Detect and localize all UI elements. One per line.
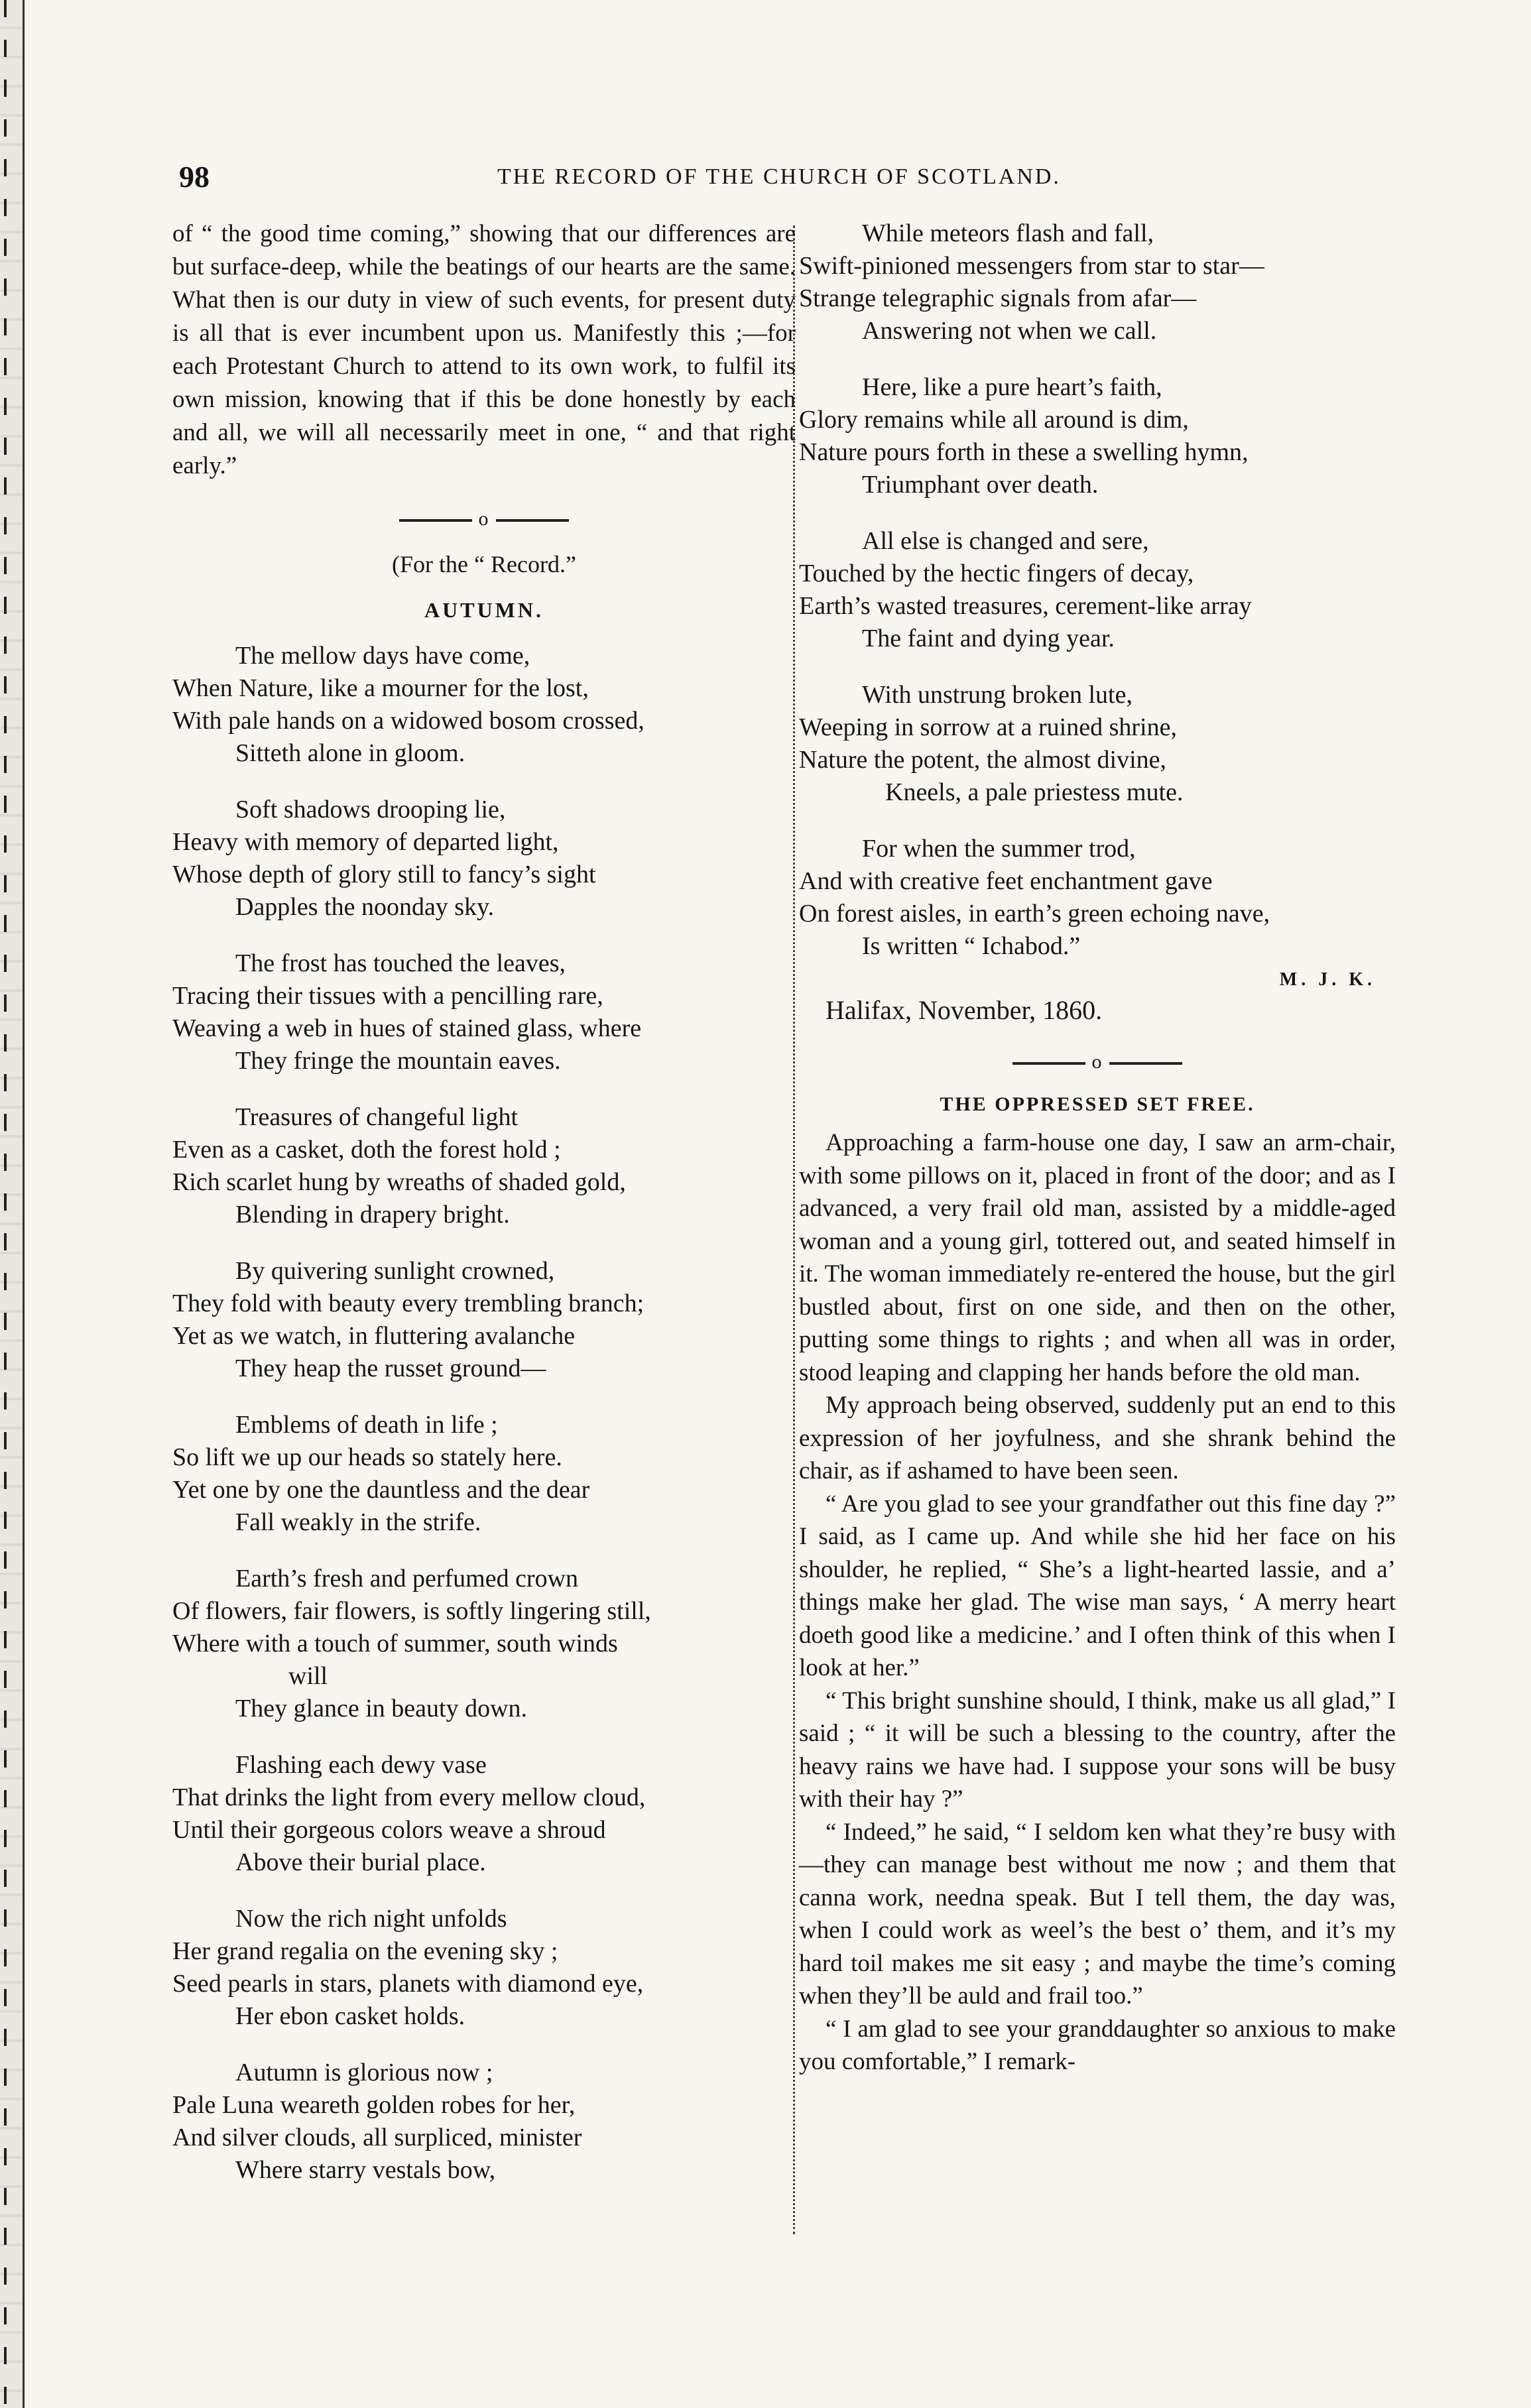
poem-line: Soft shadows drooping lie, [235,796,506,823]
poem-line: Even as a casket, doth the forest hold ; [172,1136,561,1164]
poem-stanza [172,1903,796,2033]
poem-line: Nature the potent, the almost divine, [799,746,1167,774]
article-paragraph: Approaching a farm-house one day, I saw an arm-chair, with some pillows on it, placed in front of the door; and as I advanced, a very frail old man, assisted by a middle-aged woman and a young girl, tottered out, and seated himself in it. The woman immediately re-entered the house, but the girl bustled about, first on one side, and then on the other, putting some things to rights ; and when all was in order, stood leaping and clapping her hands before the old man. [799,1129,1396,1386]
page-number: 98 [179,160,210,194]
poem-line: Sitteth alone in gloom. [235,739,465,767]
article-paragraph: “ This bright sunshine should, I think, make us all glad,” I said ; “ it will be such a blessing to the country, after the heavy rains we have had. I suppose your sons will be busy with their hay ?” [799,1687,1396,1813]
poem-line: Dapples the noonday sky. [235,893,495,921]
poem-line: Where with a touch of summer, south winds [172,1630,618,1657]
poem-line: Heavy with memory of departed light, [172,828,559,856]
poem-line: Blending in drapery bright. [235,1201,510,1229]
poem-line: Answering not when we call. [862,317,1157,345]
article-paragraph: “ I am glad to see your granddaughter so anxious to make you comfortable,” I remark- [799,2015,1396,2075]
poem-line: Her grand regalia on the evening sky ; [172,1937,558,1965]
poem-line: When Nature, like a mourner for the lost, [172,674,589,702]
page-header [166,159,1373,199]
divider-rule-left [399,519,472,522]
left-column [172,217,796,2210]
poem-line: Triumphant over death. [862,471,1099,499]
intro-paragraph-block [172,217,796,483]
poem-stanza [799,833,1396,963]
poem-line: Emblems of death in life ; [235,1411,498,1439]
poem-line: Weaving a web in hues of stained glass, where [172,1014,642,1042]
poem-line: Touched by the hectic fingers of decay, [799,560,1194,587]
poem-line: Seed pearls in stars, planets with diamond eye, [172,1970,644,1998]
poem-line: They fold with beauty every trembling branch; [172,1290,644,1317]
poem-line: The faint and dying year. [862,625,1115,652]
poem-line: Flashing each dewy vase [235,1751,487,1779]
poem-title: AUTUMN. [424,598,544,622]
poem-line: Here, like a pure heart’s faith, [862,373,1162,401]
poem-line: So lift we up our heads so stately here. [172,1443,562,1471]
poem-stanza [799,525,1396,655]
poem-line: Nature pours forth in these a swelling hymn, [799,438,1249,466]
poem-line: For when the summer trod, [862,835,1136,863]
poem-line: Where starry vestals bow, [235,2156,496,2184]
poem-line: Until their gorgeous colors weave a shroud [172,1816,606,1844]
poem-stanza [799,371,1396,501]
binding-stitch [4,0,7,2408]
poem-stanza [799,679,1396,809]
poem-stanza [172,794,796,924]
poem-line: Is written “ Ichabod.” [862,932,1081,960]
poem-line: By quivering sunlight crowned, [235,1257,555,1285]
poem-stanza [172,947,796,1077]
section-divider [172,508,796,530]
article-paragraph: My approach being observed, suddenly put an end to this expression of her joyfulness, and she shrank behind the chair, as if ashamed to have been seen. [799,1392,1396,1484]
divider-mark: o [1091,1051,1103,1073]
poem-line: Whose depth of glory still to fancy’s sight [172,861,596,888]
poem-line: Her ebon casket holds. [235,2002,465,2030]
poem-stanza [799,217,1396,347]
divider-rule-left [1012,1062,1085,1065]
poem-stanza [172,1749,796,1879]
poem-line: Yet one by one the dauntless and the dear [172,1476,590,1504]
right-column [799,217,1396,2078]
poem-line: Glory remains while all around is dim, [799,406,1189,434]
running-head: THE RECORD OF THE CHURCH OF SCOTLAND. [497,164,1061,189]
poem-line: And with creative feet enchantment gave [799,867,1213,895]
poem-dateline: Halifax, November, 1860. [826,995,1103,1025]
poem-credit: (For the “ Record.” [392,551,576,577]
poem-stanza [172,1255,796,1385]
poem-line: They heap the russet ground— [235,1354,546,1382]
poem-line: They glance in beauty down. [235,1695,528,1722]
poem-line: Above their burial place. [235,1848,486,1876]
poem-line: With unstrung broken lute, [862,681,1133,709]
poem-line: Tracing their tissues with a pencilling rare, [172,982,603,1010]
poem-line: With pale hands on a widowed bosom crossed, [172,707,644,735]
article-paragraph: “ Are you glad to see your grandfather out this fine day ?” I said, as I came up. And while she hid her face on his shoulder, he replied, “ She’s a light-hearted lassie, and a’ things make her glad. The wise man says, ‘ A merry heart doeth good like a medicine.’ and I often think of this when I look at her.” [799,1490,1396,1681]
poem-line: Earth’s fresh and perfumed crown [235,1565,579,1593]
poem-line: That drinks the light from every mellow cloud, [172,1783,646,1811]
poem-stanza [172,640,796,770]
poem-stanza [172,1409,796,1539]
divider-rule-right [1109,1062,1182,1065]
poem-line: On forest aisles, in earth’s green echoing nave, [799,900,1270,928]
poem-line: All else is changed and sere, [862,527,1149,555]
poem-line-continuation: will [288,1662,328,1690]
section-divider [799,1051,1396,1073]
article-title: THE OPPRESSED SET FREE. [940,1093,1255,1115]
poem-line: And silver clouds, all surpliced, minister [172,2124,582,2151]
poem-stanza [172,2057,796,2187]
poem-line: Strange telegraphic signals from afar— [799,284,1197,312]
poem-line: Earth’s wasted treasures, cerement-like array [799,592,1252,620]
poem-line: Of flowers, fair flowers, is softly lingering still, [172,1597,651,1625]
poem-line: The frost has touched the leaves, [235,949,566,977]
poem-line: Kneels, a pale priestess mute. [885,778,1184,806]
divider-rule-right [496,519,569,522]
divider-mark: o [478,508,490,530]
poem-line: Fall weakly in the strife. [235,1508,481,1536]
poem-stanza [172,1101,796,1231]
poem-line: They fringe the mountain eaves. [235,1047,561,1075]
poem-signature: M. J. K. [1279,969,1376,990]
poem-line: Pale Luna weareth golden robes for her, [172,2091,576,2119]
poem-line: Treasures of changeful light [235,1103,518,1131]
poem-line: Autumn is glorious now ; [235,2059,493,2086]
article-paragraph: “ Indeed,” he said, “ I seldom ken what they’re busy with—they can manage best without me now ; and them that canna work, needna speak. But I tell them, the day was, when I could work as weel’s the best o’ them, and it’s my hard toil makes me sit easy ; and maybe the time’s coming when they’ll be auld and frail too.” [799,1818,1396,2010]
poem-line: Now the rich night unfolds [235,1905,507,1933]
poem-line: Weeping in sorrow at a ruined shrine, [799,713,1177,741]
article-body [799,1126,1396,2078]
page-binding-edge [0,0,25,2408]
poem-line: Yet as we watch, in fluttering avalanche [172,1322,576,1350]
poem-line: The mellow days have come, [235,642,530,670]
poem-line: Swift-pinioned messengers from star to star— [799,252,1264,280]
poem-line: Rich scarlet hung by wreaths of shaded gold, [172,1168,626,1196]
intro-paragraph: of “ the good time coming,” showing that our differences are but surface-deep, while the beatings of our hearts are the same. What then is our duty in view of such events, for present duty is all that is ever incumbent upon us. Manifestly this ;—for each Protestant Church to attend to its own work, to fulfil its own mission, knowing that if this be done honestly by each and all, we will all necessarily meet in one, “ and that right early.” [172,220,796,479]
poem-stanza [172,1563,796,1725]
poem-line: While meteors flash and fall, [862,219,1154,247]
